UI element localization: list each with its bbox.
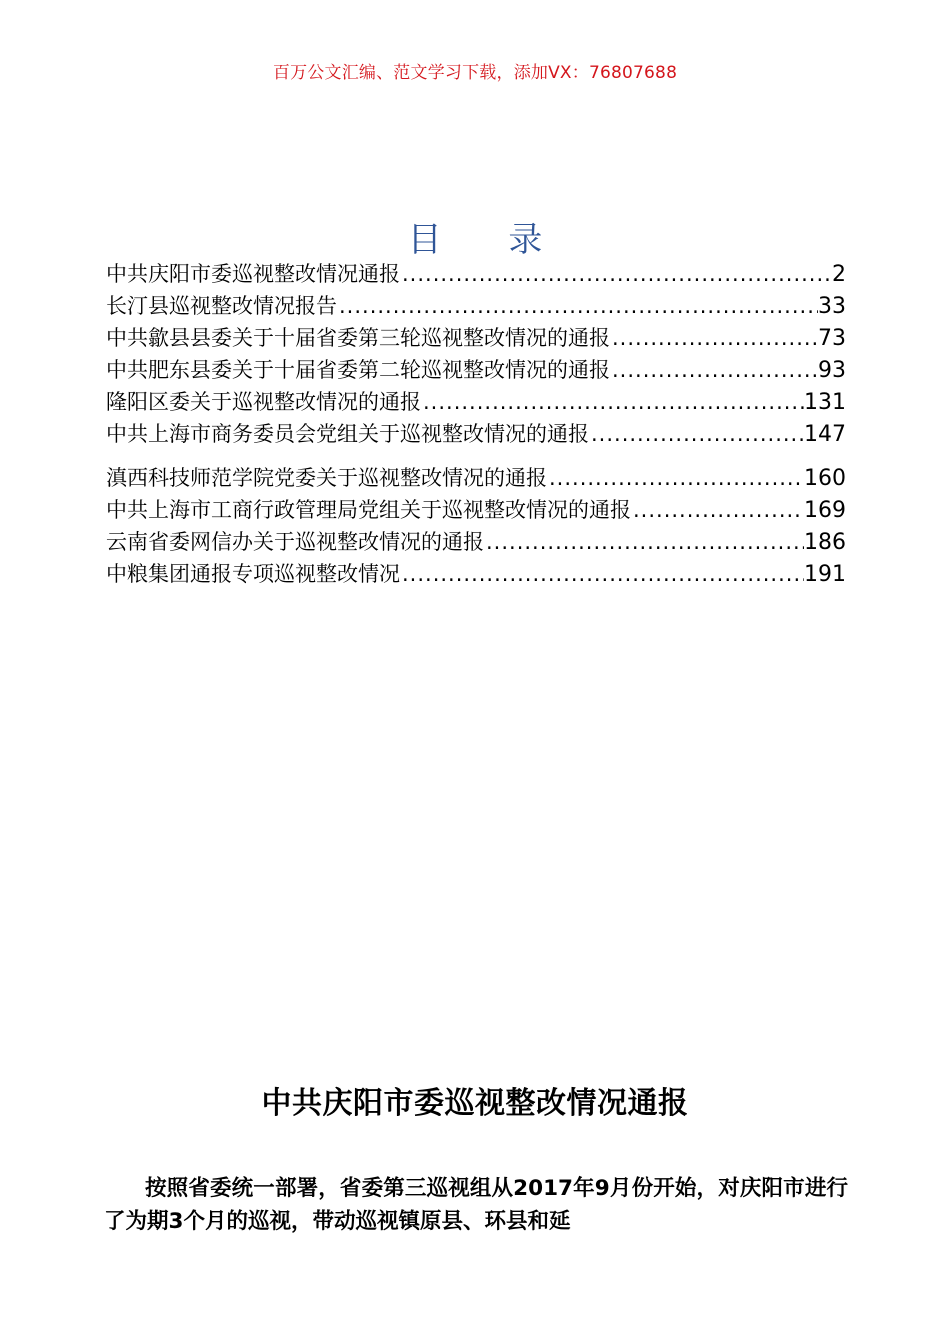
toc-entry[interactable]	[106, 354, 846, 386]
toc-entry-page: 93	[818, 358, 846, 383]
toc-title: 目 录	[407, 220, 571, 260]
toc-entry-title: 中共上海市工商行政管理局党组关于巡视整改情况的通报	[106, 498, 631, 522]
toc-entry-page: 73	[818, 326, 846, 351]
toc-leader-dots	[589, 418, 804, 450]
toc-entry-title: 中共歙县县委关于十届省委第三轮巡视整改情况的通报	[106, 326, 610, 350]
toc-entry-title: 长汀县巡视整改情况报告	[106, 294, 337, 318]
toc-entry-page: 33	[818, 294, 846, 319]
toc-entry-page: 191	[804, 562, 846, 587]
toc-entry-title: 云南省委网信办关于巡视整改情况的通报	[106, 530, 484, 554]
toc-entry-page: 186	[804, 530, 846, 555]
toc-entry-title: 中共上海市商务委员会党组关于巡视整改情况的通报	[106, 422, 589, 446]
toc-entry[interactable]	[106, 258, 846, 290]
header-note: 百万公文汇编、范文学习下载，添加VX：76807688	[272, 63, 678, 83]
body-paragraph: 按照省委统一部署，省委第三巡视组从2017年9月份开始，对庆阳市进行了为期3个月的巡视，带动巡视镇原县、环县和延	[104, 1176, 848, 1234]
toc-entry-title: 中共庆阳市委巡视整改情况通报	[106, 262, 400, 286]
toc-entry-title: 隆阳区委关于巡视整改情况的通报	[106, 390, 421, 414]
toc-entry-title: 中共肥东县委关于十届省委第二轮巡视整改情况的通报	[106, 358, 610, 382]
toc-leader-dots	[400, 558, 804, 590]
toc-entry[interactable]	[106, 558, 846, 590]
toc-entry[interactable]	[106, 290, 846, 322]
toc-entry[interactable]	[106, 386, 846, 418]
toc-entry-title: 中粮集团通报专项巡视整改情况	[106, 562, 400, 586]
toc-entry[interactable]	[106, 494, 846, 526]
document-title: 中共庆阳市委巡视整改情况通报	[261, 1086, 689, 1121]
toc-entry-page: 131	[804, 390, 846, 415]
toc-entry[interactable]	[106, 418, 846, 450]
toc-entry-page: 2	[832, 262, 846, 287]
toc-leader-dots	[631, 494, 804, 526]
toc-entry-page: 160	[804, 466, 846, 491]
toc-leader-dots	[337, 290, 818, 322]
toc-leader-dots	[610, 322, 818, 354]
toc-leader-dots	[547, 462, 804, 494]
toc-leader-dots	[421, 386, 804, 418]
toc-leader-dots	[400, 258, 832, 290]
toc-entry[interactable]	[106, 462, 846, 494]
toc-leader-dots	[484, 526, 804, 558]
toc-leader-dots	[610, 354, 818, 386]
toc-entry-page: 147	[804, 422, 846, 447]
table-of-contents	[106, 258, 846, 590]
toc-entry[interactable]	[106, 526, 846, 558]
toc-entry[interactable]	[106, 322, 846, 354]
toc-entry-page: 169	[804, 498, 846, 523]
toc-entry-title: 滇西科技师范学院党委关于巡视整改情况的通报	[106, 466, 547, 490]
